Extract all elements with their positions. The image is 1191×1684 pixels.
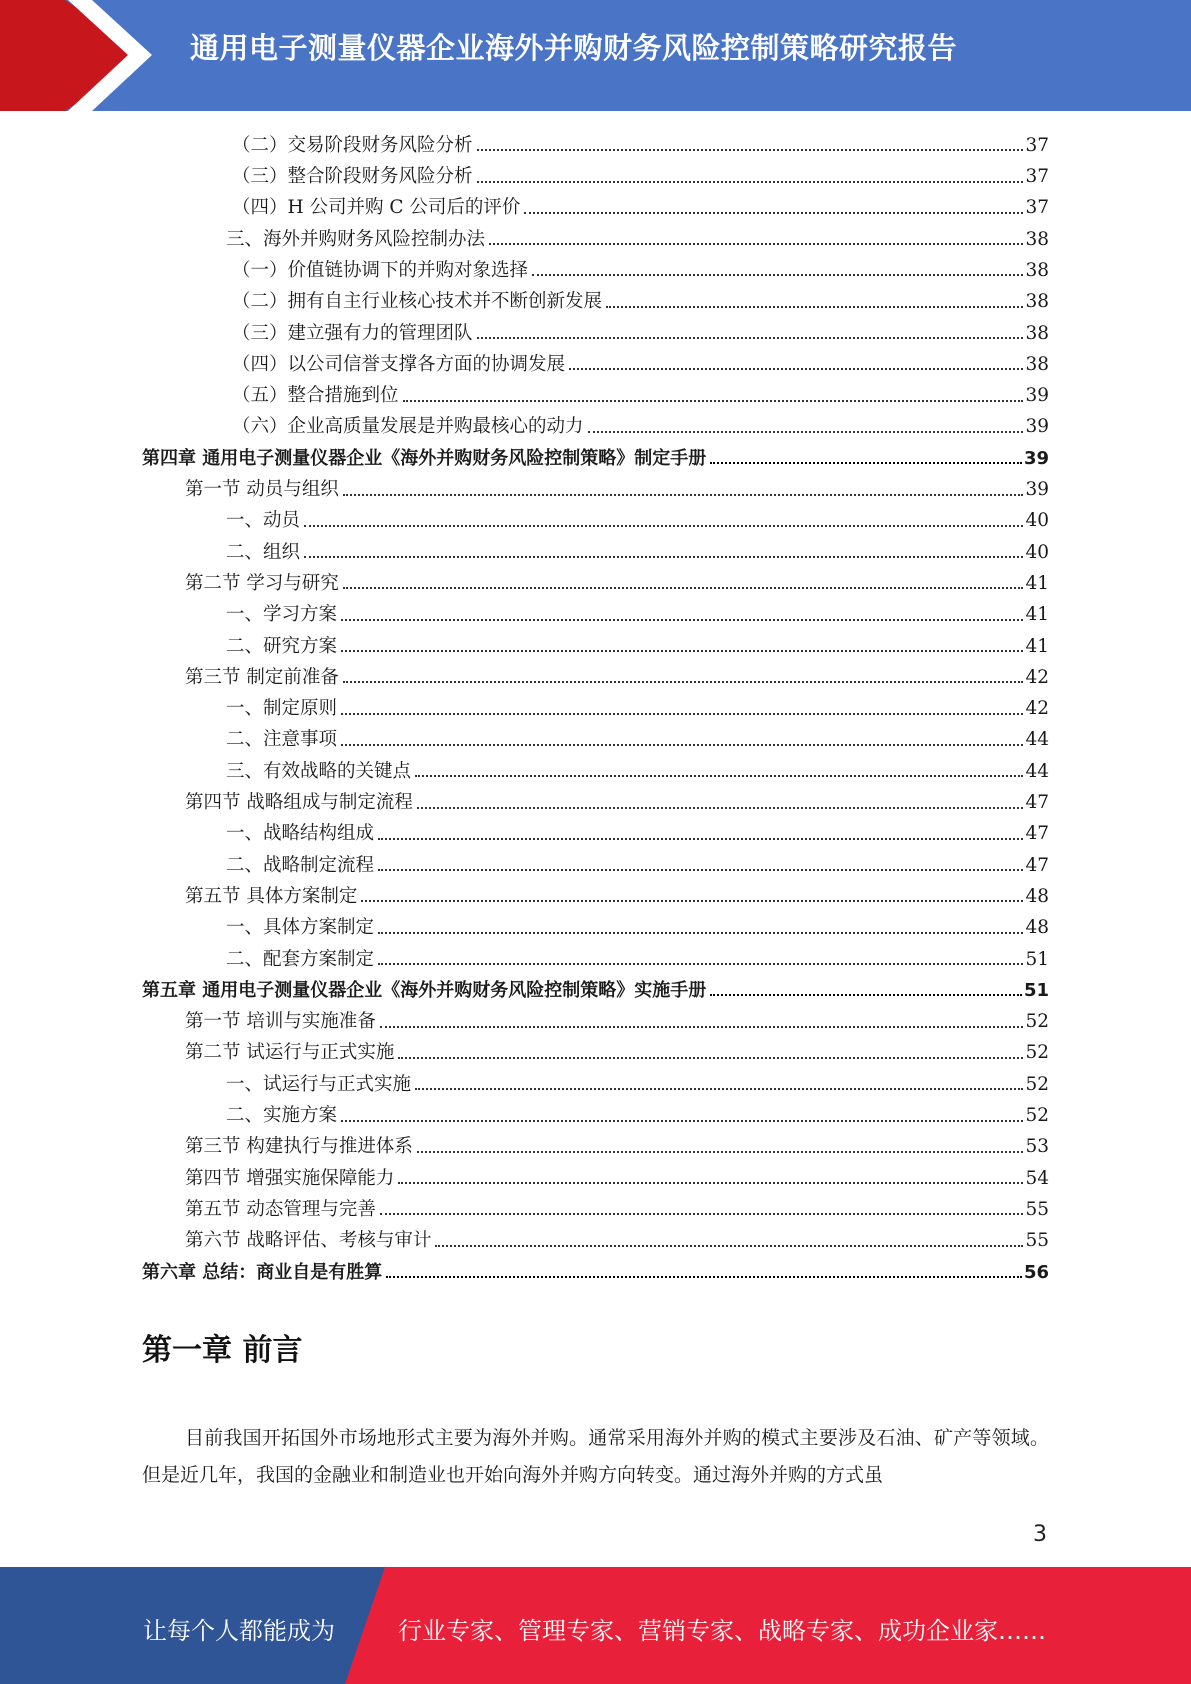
toc-leader-dots (341, 713, 1023, 715)
toc-entry-label: 二、实施方案 (226, 1105, 338, 1126)
toc-entry[interactable] (142, 1160, 1049, 1191)
toc-entry[interactable] (142, 471, 1049, 502)
toc-leader-dots (398, 1182, 1023, 1184)
toc-entry-page: 53 (1025, 1136, 1049, 1158)
toc-entry-page: 48 (1025, 885, 1049, 907)
toc-chapter-entry[interactable] (142, 440, 1049, 471)
toc-entry[interactable] (142, 252, 1049, 283)
toc-entry-page: 40 (1025, 541, 1049, 563)
toc-entry-label: 二、组织 (226, 541, 301, 563)
toc-entry[interactable] (142, 127, 1049, 158)
toc-leader-dots (341, 650, 1023, 652)
toc-entry-label: 第四节 增强实施保障能力 (185, 1167, 395, 1189)
page-number: 3 (1033, 1522, 1047, 1547)
toc-entry-page: 38 (1025, 259, 1049, 281)
toc-entry-label: 三、海外并购财务风险控制办法 (226, 228, 486, 250)
toc-entry-label: 一、战略结构组成 (226, 823, 375, 845)
toc-entry[interactable] (142, 1129, 1049, 1160)
footer-slogan-right: 行业专家、管理专家、营销专家、战略专家、成功企业家…… (398, 1617, 1046, 1645)
toc-entry[interactable] (142, 1222, 1049, 1253)
toc-entry[interactable] (142, 503, 1049, 534)
toc-leader-dots (415, 775, 1023, 777)
toc-entry-label: 一、试运行与正式实施 (226, 1073, 412, 1095)
toc-entry-label: 一、具体方案制定 (226, 917, 375, 939)
toc-entry[interactable] (142, 221, 1049, 252)
toc-entry-label: （三）建立强有力的管理团队 (232, 322, 473, 344)
toc-entry[interactable] (142, 1097, 1049, 1128)
toc-leader-dots (532, 274, 1023, 276)
toc-leader-dots (380, 1213, 1024, 1215)
toc-chapter-entry[interactable] (142, 1254, 1049, 1285)
toc-leader-dots (398, 1057, 1023, 1059)
toc-entry-page: 41 (1025, 635, 1049, 657)
toc-entry-page: 42 (1025, 698, 1049, 720)
toc-entry[interactable] (142, 1003, 1049, 1034)
toc-entry[interactable] (142, 1035, 1049, 1066)
report-title: 通用电子测量仪器企业海外并购财务风险控制策略研究报告 (190, 31, 958, 65)
toc-entry-page: 44 (1025, 729, 1049, 751)
toc-entry[interactable] (142, 628, 1049, 659)
toc-entry-page: 39 (1023, 448, 1049, 470)
toc-entry[interactable] (142, 690, 1049, 721)
toc-entry[interactable] (142, 158, 1049, 189)
toc-entry[interactable] (142, 1066, 1049, 1097)
toc-entry-page: 52 (1025, 1011, 1049, 1033)
toc-leader-dots (341, 619, 1023, 621)
toc-entry-page: 47 (1025, 854, 1049, 876)
toc-entry[interactable] (142, 909, 1049, 940)
toc-entry-page: 39 (1025, 479, 1049, 501)
toc-leader-dots (378, 932, 1023, 934)
toc-chapter-entry[interactable] (142, 972, 1049, 1003)
toc-leader-dots (477, 337, 1024, 339)
toc-entry-page: 51 (1023, 980, 1049, 1002)
toc-leader-dots (378, 838, 1023, 840)
toc-entry-label: 第三节 制定前准备 (185, 666, 339, 688)
toc-leader-dots (569, 368, 1023, 370)
toc-entry-label: 二、配套方案制定 (226, 948, 375, 970)
toc-entry[interactable] (142, 377, 1049, 408)
toc-entry-label: 第五节 动态管理与完善 (185, 1198, 376, 1220)
chapter-heading: 第一章 前言 (142, 1333, 303, 1368)
toc-leader-dots (403, 400, 1024, 402)
page-footer (0, 1567, 1191, 1684)
toc-leader-dots (606, 306, 1023, 308)
toc-entry-label: 二、战略制定流程 (226, 854, 375, 876)
toc-entry[interactable] (142, 409, 1049, 440)
toc-entry-label: 第六节 战略评估、考核与审计 (185, 1230, 432, 1252)
toc-entry[interactable] (142, 565, 1049, 596)
toc-entry-page: 52 (1025, 1105, 1049, 1126)
toc-entry[interactable] (142, 784, 1049, 815)
toc-entry-label: （五）整合措施到位 (232, 385, 399, 407)
toc-leader-dots (343, 681, 1024, 683)
toc-entry[interactable] (142, 315, 1049, 346)
toc-leader-dots (361, 900, 1023, 902)
toc-entry-page: 47 (1025, 823, 1049, 845)
toc-leader-dots (380, 1026, 1024, 1028)
toc-leader-dots (524, 212, 1023, 214)
footer-slogan-left: 让每个人都能成为 (143, 1617, 335, 1645)
toc-entry-label: 第四节 战略组成与制定流程 (185, 792, 413, 814)
toc-entry-page: 39 (1025, 385, 1049, 407)
toc-leader-dots (343, 587, 1024, 589)
toc-leader-dots (477, 181, 1024, 183)
toc-entry-label: 第五章 通用电子测量仪器企业《海外并购财务风险控制策略》实施手册 (142, 980, 707, 1002)
toc-entry-page: 37 (1025, 134, 1049, 156)
toc-entry[interactable] (142, 534, 1049, 565)
toc-leader-dots (304, 556, 1023, 558)
toc-leader-dots (417, 1151, 1024, 1153)
toc-entry-page: 38 (1025, 353, 1049, 375)
toc-entry-page: 47 (1025, 792, 1049, 814)
toc-entry[interactable] (142, 346, 1049, 377)
toc-entry[interactable] (142, 1191, 1049, 1222)
toc-entry-page: 55 (1025, 1230, 1049, 1252)
toc-leader-dots (417, 807, 1024, 809)
toc-entry-page: 41 (1025, 572, 1049, 594)
toc-entry-page: 40 (1025, 510, 1049, 532)
toc-entry-page: 37 (1025, 166, 1049, 188)
toc-entry-page: 52 (1025, 1042, 1049, 1064)
toc-entry[interactable] (142, 847, 1049, 878)
toc-entry[interactable] (142, 722, 1049, 753)
toc-entry-page: 48 (1025, 917, 1049, 939)
page-header (0, 0, 1191, 111)
toc-entry-label: 一、动员 (226, 510, 301, 532)
toc-entry[interactable] (142, 878, 1049, 909)
toc-entry-page: 54 (1025, 1167, 1049, 1189)
toc-entry-label: 第一节 动员与组织 (185, 479, 339, 501)
toc-leader-dots (341, 744, 1023, 746)
toc-entry-label: 第四章 通用电子测量仪器企业《海外并购财务风险控制策略》制定手册 (142, 448, 707, 470)
toc-leader-dots (435, 1245, 1023, 1247)
toc-entry[interactable] (142, 596, 1049, 627)
toc-entry[interactable] (142, 816, 1049, 847)
toc-entry-page: 39 (1025, 416, 1049, 438)
toc-entry-label: 二、注意事项 (226, 729, 338, 751)
toc-leader-dots (415, 1088, 1023, 1090)
toc-entry-label: 二、研究方案 (226, 635, 338, 657)
toc-entry-page: 55 (1025, 1198, 1049, 1220)
toc-entry-page: 51 (1025, 948, 1049, 970)
toc-entry-label: 一、制定原则 (226, 698, 338, 720)
toc-entry-label: 第六章 总结：商业自是有胜算 (142, 1261, 383, 1283)
toc-entry-page: 52 (1025, 1073, 1049, 1095)
toc-leader-dots (378, 869, 1023, 871)
toc-leader-dots (477, 149, 1024, 151)
toc-entry-label: （三）整合阶段财务风险分析 (232, 166, 473, 188)
toc-entry-label: 三、有效战略的关键点 (226, 760, 412, 782)
toc-leader-dots (386, 1276, 1022, 1278)
toc-entry[interactable] (142, 941, 1049, 972)
toc-entry-label: 第二节 试运行与正式实施 (185, 1042, 395, 1064)
toc-entry[interactable] (142, 190, 1049, 221)
toc-entry-label: （二）拥有自主行业核心技术并不断创新发展 (232, 291, 603, 313)
toc-entry-label: 第五节 具体方案制定 (185, 885, 358, 907)
toc-entry[interactable] (142, 659, 1049, 690)
toc-entry-page: 38 (1025, 322, 1049, 344)
toc-entry-page: 44 (1025, 760, 1049, 782)
toc-leader-dots (489, 243, 1023, 245)
toc-entry-page: 42 (1025, 666, 1049, 688)
toc-entry-label: 第二节 学习与研究 (185, 572, 339, 594)
toc-entry-page: 37 (1025, 197, 1049, 219)
toc-entry-page: 41 (1025, 604, 1049, 626)
toc-entry-page: 38 (1025, 228, 1049, 250)
toc-leader-dots (710, 462, 1022, 464)
toc-entry-label: （四）以公司信誉支撑各方面的协调发展 (232, 353, 566, 375)
toc-entry-label: 第三节 构建执行与推进体系 (185, 1136, 413, 1158)
toc-leader-dots (341, 1120, 1023, 1122)
toc-entry-label: （二）交易阶段财务风险分析 (232, 134, 473, 156)
toc-leader-dots (378, 963, 1023, 965)
toc-entry-label: 一、学习方案 (226, 604, 338, 626)
toc-entry[interactable] (142, 753, 1049, 784)
toc-entry-page: 38 (1025, 291, 1049, 313)
toc-leader-dots (710, 994, 1022, 996)
toc-entry-label: （一）价值链协调下的并购对象选择 (232, 259, 529, 281)
toc-entry-label: 第一节 培训与实施准备 (185, 1011, 376, 1033)
body-paragraph: 目前我国开拓国外市场地形式主要为海外并购。通常采用海外并购的模式主要涉及石油、矿产等领域。但是近几年，我国的金融业和制造业也开始向海外并购方向转变。通过海外并购的方式虽 (142, 1427, 1049, 1486)
toc-leader-dots (343, 494, 1024, 496)
toc-leader-dots (304, 525, 1023, 527)
toc-entry-label: （四）H 公司并购 C 公司后的评价 (232, 197, 521, 219)
toc-leader-dots (588, 431, 1024, 433)
toc-entry-label: （六）企业高质量发展是并购最核心的动力 (232, 416, 584, 438)
toc-entry-page: 56 (1023, 1261, 1049, 1283)
toc-entry[interactable] (142, 283, 1049, 314)
table-of-contents (142, 127, 1049, 1285)
